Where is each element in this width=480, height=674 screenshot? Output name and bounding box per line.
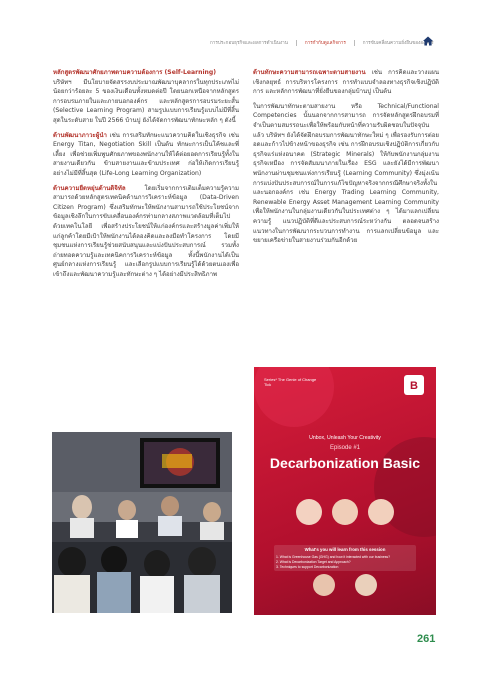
digital-section bbox=[53, 184, 239, 280]
self-learning-section bbox=[53, 68, 239, 126]
section-heading: ด้านพัฒนาภาวะผู้นำ bbox=[53, 131, 107, 139]
section-heading: ด้านความยืดหยุ่นด้านดิจิทัล bbox=[53, 184, 126, 192]
section-body: เช่น การเสริมทักษะแนวความคิดในเชิงธุรกิจ เช่น Energy Titan, Negotiation Skill เป็นต้น ทักษะการเป็นโค้ชและพี่เลี้ยง เพื่อช่วยเพิ่มพูนศักยภาพของพนักงานให้ได้ต่อยอดการเรียนรู้ทั้งในสายงานเดียวกัน ข้ามสายงานและข้ามประเทศ ก่อให้เกิดการเรียนรู้อย่างไม่มีที่สิ้นสุด (Life-Long Learning Organization) bbox=[53, 131, 239, 177]
left-column bbox=[53, 68, 239, 284]
nav-item-business[interactable]: การประกอบธุรกิจและผลการดำเนินงาน bbox=[210, 40, 288, 46]
poster-question: What's you will learn from this session bbox=[304, 547, 386, 552]
nav-item-sustainability[interactable]: การขับเคลื่อนความยั่งยืนขององค์กร bbox=[362, 40, 434, 46]
section-heading: ด้านทักษะความสามารถเฉพาะตามสายงาน bbox=[253, 69, 366, 76]
nav-separator bbox=[296, 40, 297, 46]
functional-detail: ในการพัฒนาทักษะตามสายงาน หรือ Technical/Functional Competencies นั้นนอกจากการสามารถ การจัดหลักสูตรฝึกอบรมที่จำเป็นตามสมรรถนะเพื่อให้พร้อมกับหน้าที่ความรับผิดชอบในปัจจุบันแล้ว บริษัทฯ ยังได้จัดฝึกอบรมการพัฒนาทักษะใหม่ ๆ เพื่อรองรับการต่อยอดและก้าวไปข้างหน้าของธุรกิจ เช่น การฝึกอบรมเชิงปฏิบัติการเกี่ยวกับธุรกิจแร่แห่งอนาคต (Strategic Minerals) ให้กับพนักงานกลุ่มงานธุรกิจเหมือง การจัดสัมมนาภายในเรื่อง ESG และยังได้มีการพัฒนาพนักงานผ่านชุมชนแห่งการเรียนรู้ (Learning Community) ซึ่งมุ่งเน้นการแบ่งปันประสบการณ์ในการแก้ไขปัญหาจริงจากกรณีศึกษาจริงทั้งในและนอกองค์กร เช่น Energy Trading Learning Community, Renewable Energy Asset Management Learning Community เพื่อให้พนักงานในกลุ่มงานเดียวกันในประเทศต่าง ๆ ได้มาแลกเปลี่ยนความรู้ แนวปฏิบัติที่ดีและประสบการณ์ระหว่างกัน ตลอดจนสร้างแนวทางในการพัฒนากระบวนการทำงาน การแลกเปลี่ยนข้อมูล และขยายเครือข่ายในสายงานร่วมกันอีกด้วย bbox=[253, 102, 439, 245]
poster-point: 2. What is Decarbonization Target and Approach? bbox=[276, 560, 351, 564]
right-column bbox=[253, 68, 439, 251]
svg-text:B: B bbox=[410, 380, 418, 392]
poster-title: Decarbonization Basic bbox=[269, 455, 421, 471]
section-heading: หลักสูตรพัฒนาศักยภาพตามความต้องการ (Self-Learning) bbox=[53, 69, 217, 76]
section-body: เช่น การคิดและวางแผนเชิงกลยุทธ์ การบริหารโครงการ การทำแบบจำลองทางธุรกิจเชิงปฏิบัติการ และหลักการพัฒนาที่ยั่งยืนของกลุ่มบ้านปู เป็นต้น bbox=[253, 69, 439, 96]
page-number: 261 bbox=[417, 633, 436, 645]
poster-point: 3. Techniques to support Decarbonization bbox=[276, 565, 339, 569]
section-body: โดยเริ่มจากการเติมเต็มความรู้ความสามารถด้วยหลักสูตรเทคนิคด้านการวิเคราะห์ข้อมูล (Data-Driven Citizen Program) ซึ่งเสริมทักษะให้พนักงานสามารถใช้ประโยชน์จากข้อมูลเชิงลึกในการขับเคลื่อนองค์กรท่ามกลางสภาพแวดล้อมที่เต็มไปด้วยเทคโนโลยี เพื่อสร้างประโยชน์ให้แก่องค์กรและสร้างมูลค่าเพิ่มให้แก่ลูกค้าโดยมีเป้าให้พนักงานได้ลองคิดและลงมือทำโครงการ โดยมีชุมชนแห่งการเรียนรู้ช่วยสนับสนุนและแบ่งปันประสบการณ์ รวมทั้งถ่ายทอดความรู้และเทคนิคการวิเคราะห์ข้อมูล ทั้งนี้พนักงานได้เป็นศูนย์กลางแห่งการเรียนรู้ และเลือกรูปแบบการเรียนรู้ได้ด้วยตนเองเพื่อเข้าถึงและพัฒนาความรู้และทักษะต่าง ๆ ได้อย่างมีประสิทธิภาพ bbox=[53, 184, 239, 278]
webinar-poster bbox=[254, 367, 436, 615]
poster-tagline: Unbox, Unleash Your Creativity bbox=[309, 435, 381, 441]
poster-episode: Episode #1 bbox=[329, 445, 361, 451]
nav-item-governance[interactable]: การกำกับดูแลกิจการ bbox=[304, 40, 346, 46]
leadership-section bbox=[53, 131, 239, 179]
poster-series: Series* The Genie of Change Tick bbox=[264, 377, 317, 387]
meeting-photo bbox=[52, 432, 232, 613]
poster-point: 1. What is Greenhouse Gas (GHG) and how it interacted with our business? bbox=[276, 555, 391, 559]
top-nav bbox=[210, 37, 440, 49]
nav-separator bbox=[354, 40, 355, 46]
home-icon[interactable] bbox=[422, 35, 434, 47]
section-body: บริษัทฯ มีนโยบายจัดสรรงบประมาณพัฒนาบุคลากรในทุกประเภทไม่น้อยกว่าร้อยละ 5 ของเงินเดือนทั้งหมดต่อปี โดยนอกเหนือจากหลักสูตรการอบรมภายในและภายนอกองค์กร และหลักสูตรการอบรมระยะสั้น (Selective Learning Program) สามรูปแบบการเรียนรู้แบบไม่มีที่สิ้นสุดในระดับสาย ในปี 2566 บ้านปู ยังได้จัดการพัฒนาทักษะหลัก ๆ ดังนี้ bbox=[53, 78, 239, 124]
functional-section bbox=[253, 68, 439, 97]
